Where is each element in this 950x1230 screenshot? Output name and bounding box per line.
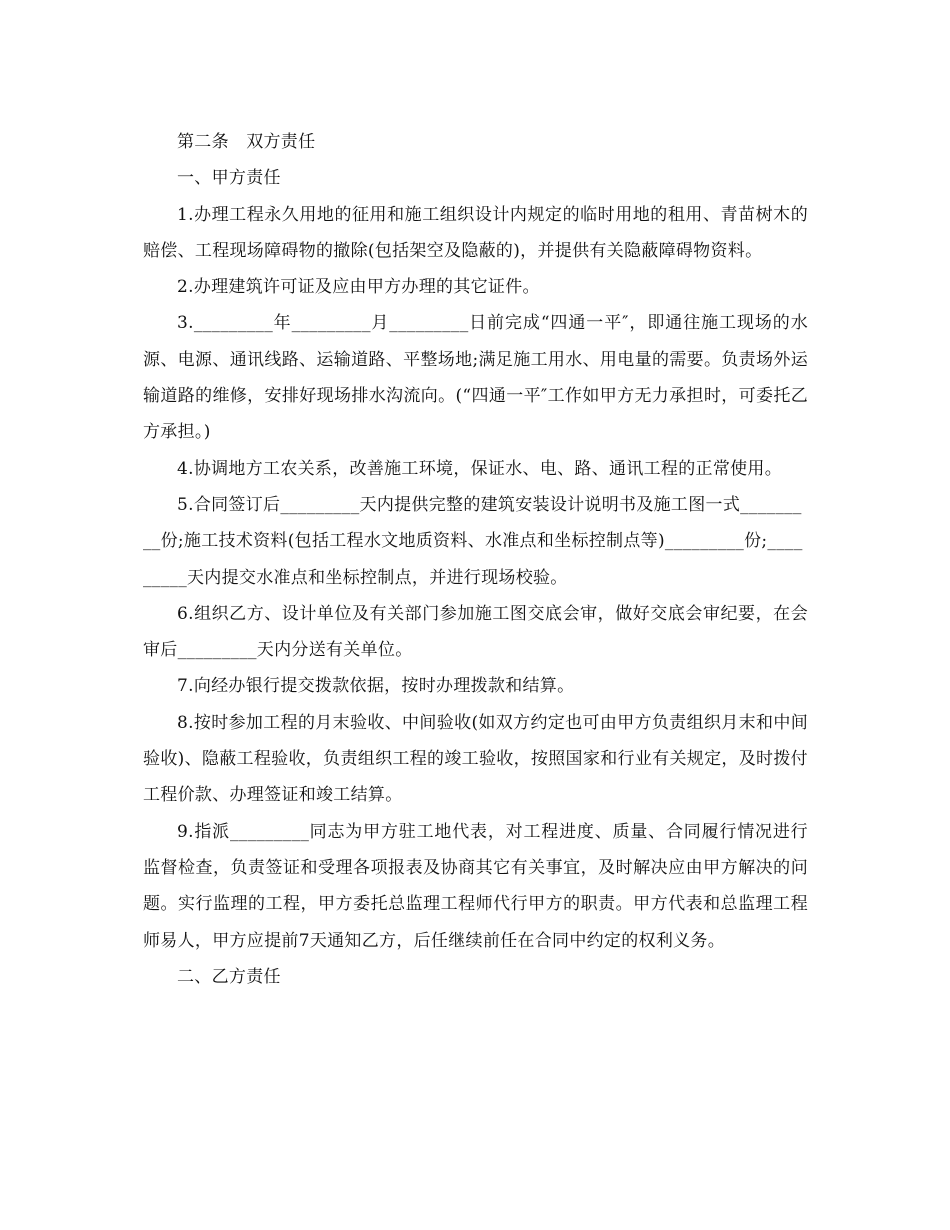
clause-7: 7.向经办银行提交拨款依据，按时办理拨款和结算。 [177,676,575,697]
document-body [143,124,808,995]
clause-8: 8.按时参加工程的月末验收、中间验收(如双方约定也可由甲方负责组织月末和中间验收)、隐蔽工程验收，负责组织工程的竣工验收，按照国家和行业有关规定，及时拨付工程价款、办理签证和竣工结算。 [143,712,808,806]
clause-4: 4.协调地方工农关系，改善施工环境，保证水、电、路、通讯工程的正常使用。 [177,458,783,479]
clause-1: 1.办理工程永久用地的征用和施工组织设计内规定的临时用地的租用、青苗树木的赔偿、工程现场障碍物的撤除(包括架空及隐蔽的)，并提供有关隐蔽障碍物资料。 [143,204,808,261]
article-heading: 第二条 双方责任 [177,132,316,152]
section-b-heading: 二、乙方责任 [177,966,281,987]
clause-6: 6.组织乙方、设计单位及有关部门参加施工图交底会审，做好交底会审纪要，在会审后_________天内分送有关单位。 [143,603,808,661]
section-a-heading: 一、甲方责任 [177,168,281,189]
clause-9: 9.指派_________同志为甲方驻工地代表，对工程进度、质量、合同履行情况进行监督检查，负责签证和受理各项报表及协商其它有关事宜，及时解决应由甲方解决的问题。实行监理的工程，甲方委托总监理工程师代行甲方的职责。甲方代表和总监理工程师易人，甲方应提前7天通知乙方，后任继续前任在合同中约定的权利义务。 [143,821,808,951]
clause-3: 3._________年_________月_________日前完成“四通一平″，即通往施工现场的水源、电源、通讯线路、运输道路、平整场地;满足施工用水、用电量的需要。负责场外运输道路的维修，安排好现场排水沟流向。(“四通一平″工作如甲方无力承担时，可委托乙方承担。) [143,313,808,443]
clause-5: 5.合同签订后_________天内提供完整的建筑安装设计说明书及施工图一式_________份;施工技术资料(包括工程水文地质资料、水准点和坐标控制点等)_________份;_________天内提交水准点和坐标控制点，并进行现场校验。 [143,494,803,588]
clause-2: 2.办理建筑许可证及应由甲方办理的其它证件。 [177,277,540,298]
